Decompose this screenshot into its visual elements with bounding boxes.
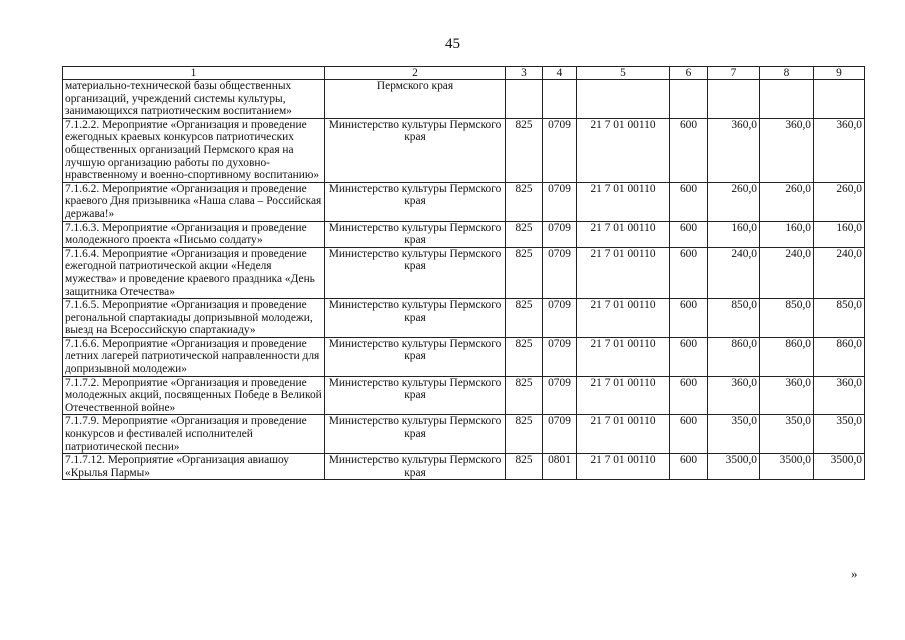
department-code-cell: 825 (506, 337, 543, 376)
section-code-cell: 0709 (543, 299, 577, 338)
organization-cell: Министерство культуры Пермского края (325, 454, 506, 480)
event-name-cell: 7.1.6.6. Мероприятие «Организация и проведение летних лагерей патриотической направленности для допризывной молодежи» (63, 337, 325, 376)
target-article-cell: 21 7 01 00110 (577, 299, 670, 338)
table-row (63, 299, 865, 338)
table-row (63, 247, 865, 298)
section-code-cell: 0709 (543, 118, 577, 182)
header-col-2: 2 (325, 67, 506, 80)
expense-type-cell (670, 80, 708, 119)
expense-type-cell: 600 (670, 182, 708, 221)
organization-cell: Министерство культуры Пермского края (325, 221, 506, 247)
table-row (63, 415, 865, 454)
organization-cell: Министерство культуры Пермского края (325, 337, 506, 376)
organization-cell: Министерство культуры Пермского края (325, 247, 506, 298)
department-code-cell: 825 (506, 118, 543, 182)
organization-cell: Министерство культуры Пермского края (325, 415, 506, 454)
header-col-9: 9 (814, 67, 865, 80)
department-code-cell: 825 (506, 454, 543, 480)
header-col-1: 1 (63, 67, 325, 80)
section-code-cell: 0709 (543, 182, 577, 221)
header-row (63, 67, 865, 80)
department-code-cell (506, 80, 543, 119)
amount-col-7-cell: 850,0 (708, 299, 760, 338)
department-code-cell: 825 (506, 376, 543, 415)
amount-col-8-cell: 360,0 (760, 118, 814, 182)
header-col-6: 6 (670, 67, 708, 80)
section-code-cell: 0709 (543, 247, 577, 298)
amount-col-8-cell: 860,0 (760, 337, 814, 376)
event-name-cell: 7.1.7.12. Мероприятие «Организация авиашоу «Крылья Пармы» (63, 454, 325, 480)
continuation-mark: » (851, 566, 858, 581)
amount-col-7-cell: 240,0 (708, 247, 760, 298)
amount-col-8-cell: 360,0 (760, 376, 814, 415)
section-code-cell: 0709 (543, 337, 577, 376)
amount-col-7-cell (708, 80, 760, 119)
target-article-cell: 21 7 01 00110 (577, 118, 670, 182)
amount-col-8-cell: 350,0 (760, 415, 814, 454)
header-col-4: 4 (543, 67, 577, 80)
amount-col-8-cell: 240,0 (760, 247, 814, 298)
section-code-cell: 0709 (543, 376, 577, 415)
organization-cell: Министерство культуры Пермского края (325, 118, 506, 182)
amount-col-7-cell: 360,0 (708, 376, 760, 415)
table-row (63, 182, 865, 221)
header-col-8: 8 (760, 67, 814, 80)
amount-col-9-cell: 260,0 (814, 182, 865, 221)
target-article-cell: 21 7 01 00110 (577, 415, 670, 454)
target-article-cell: 21 7 01 00110 (577, 182, 670, 221)
amount-col-8-cell: 850,0 (760, 299, 814, 338)
expense-type-cell: 600 (670, 376, 708, 415)
target-article-cell: 21 7 01 00110 (577, 454, 670, 480)
header-col-3: 3 (506, 67, 543, 80)
event-name-cell: 7.1.7.2. Мероприятие «Организация и проведение молодежных акций, посвященных Победе в Великой Отечественной войне» (63, 376, 325, 415)
amount-col-7-cell: 350,0 (708, 415, 760, 454)
target-article-cell: 21 7 01 00110 (577, 376, 670, 415)
expense-type-cell: 600 (670, 221, 708, 247)
event-name-cell: 7.1.7.9. Мероприятие «Организация и проведение конкурсов и фестивалей исполнителей патриотической песни» (63, 415, 325, 454)
event-name-cell: 7.1.6.3. Мероприятие «Организация и проведение молодежного проекта «Письмо солдату» (63, 221, 325, 247)
amount-col-9-cell: 360,0 (814, 376, 865, 415)
target-article-cell: 21 7 01 00110 (577, 221, 670, 247)
page-number: 45 (445, 36, 460, 52)
budget-table (62, 66, 865, 480)
event-name-cell: 7.1.6.4. Мероприятие «Организация и проведение ежегодной патриотической акции «Неделя мужества» и проведение краевого праздника «День защитника Отечества» (63, 247, 325, 298)
department-code-cell: 825 (506, 247, 543, 298)
event-name-cell: 7.1.6.5. Мероприятие «Организация и проведение регональной спартакиады допризывной молодежи, выезд на Всероссийскую спартакиаду» (63, 299, 325, 338)
event-name-cell: 7.1.2.2. Мероприятие «Организация и проведение ежегодных краевых конкурсов патриотических общественных организаций Пермского края на лучшую организацию работы по духовно-нравственному и военно-спортивному воспитанию» (63, 118, 325, 182)
table-row (63, 376, 865, 415)
expense-type-cell: 600 (670, 337, 708, 376)
table-row (63, 454, 865, 480)
expense-type-cell: 600 (670, 247, 708, 298)
amount-col-9-cell: 360,0 (814, 118, 865, 182)
department-code-cell: 825 (506, 221, 543, 247)
amount-col-9-cell: 3500,0 (814, 454, 865, 480)
expense-type-cell: 600 (670, 299, 708, 338)
header-col-7: 7 (708, 67, 760, 80)
organization-cell: Министерство культуры Пермского края (325, 299, 506, 338)
amount-col-9-cell (814, 80, 865, 119)
table-row (63, 80, 865, 119)
expense-type-cell: 600 (670, 454, 708, 480)
amount-col-7-cell: 260,0 (708, 182, 760, 221)
amount-col-8-cell: 160,0 (760, 221, 814, 247)
department-code-cell: 825 (506, 415, 543, 454)
amount-col-9-cell: 350,0 (814, 415, 865, 454)
table-row (63, 337, 865, 376)
organization-cell: Министерство культуры Пермского края (325, 376, 506, 415)
amount-col-7-cell: 160,0 (708, 221, 760, 247)
section-code-cell (543, 80, 577, 119)
amount-col-8-cell: 260,0 (760, 182, 814, 221)
organization-cell: Министерство культуры Пермского края (325, 182, 506, 221)
table-row (63, 221, 865, 247)
department-code-cell: 825 (506, 182, 543, 221)
event-name-cell: 7.1.6.2. Мероприятие «Организация и проведение краевого Дня призывника «Наша слава – Российская держава!» (63, 182, 325, 221)
organization-cell: Пермского края (325, 80, 506, 119)
amount-col-9-cell: 160,0 (814, 221, 865, 247)
amount-col-7-cell: 860,0 (708, 337, 760, 376)
section-code-cell: 0709 (543, 221, 577, 247)
target-article-cell: 21 7 01 00110 (577, 337, 670, 376)
target-article-cell: 21 7 01 00110 (577, 247, 670, 298)
table-row (63, 118, 865, 182)
amount-col-9-cell: 240,0 (814, 247, 865, 298)
amount-col-8-cell (760, 80, 814, 119)
expense-type-cell: 600 (670, 118, 708, 182)
amount-col-7-cell: 3500,0 (708, 454, 760, 480)
expense-type-cell: 600 (670, 415, 708, 454)
section-code-cell: 0801 (543, 454, 577, 480)
amount-col-8-cell: 3500,0 (760, 454, 814, 480)
amount-col-9-cell: 850,0 (814, 299, 865, 338)
section-code-cell: 0709 (543, 415, 577, 454)
department-code-cell: 825 (506, 299, 543, 338)
target-article-cell (577, 80, 670, 119)
header-col-5: 5 (577, 67, 670, 80)
event-name-cell: материально-технической базы общественных организаций, учреждений системы культуры, занимающихся патриотическим воспитанием» (63, 80, 325, 119)
amount-col-9-cell: 860,0 (814, 337, 865, 376)
amount-col-7-cell: 360,0 (708, 118, 760, 182)
